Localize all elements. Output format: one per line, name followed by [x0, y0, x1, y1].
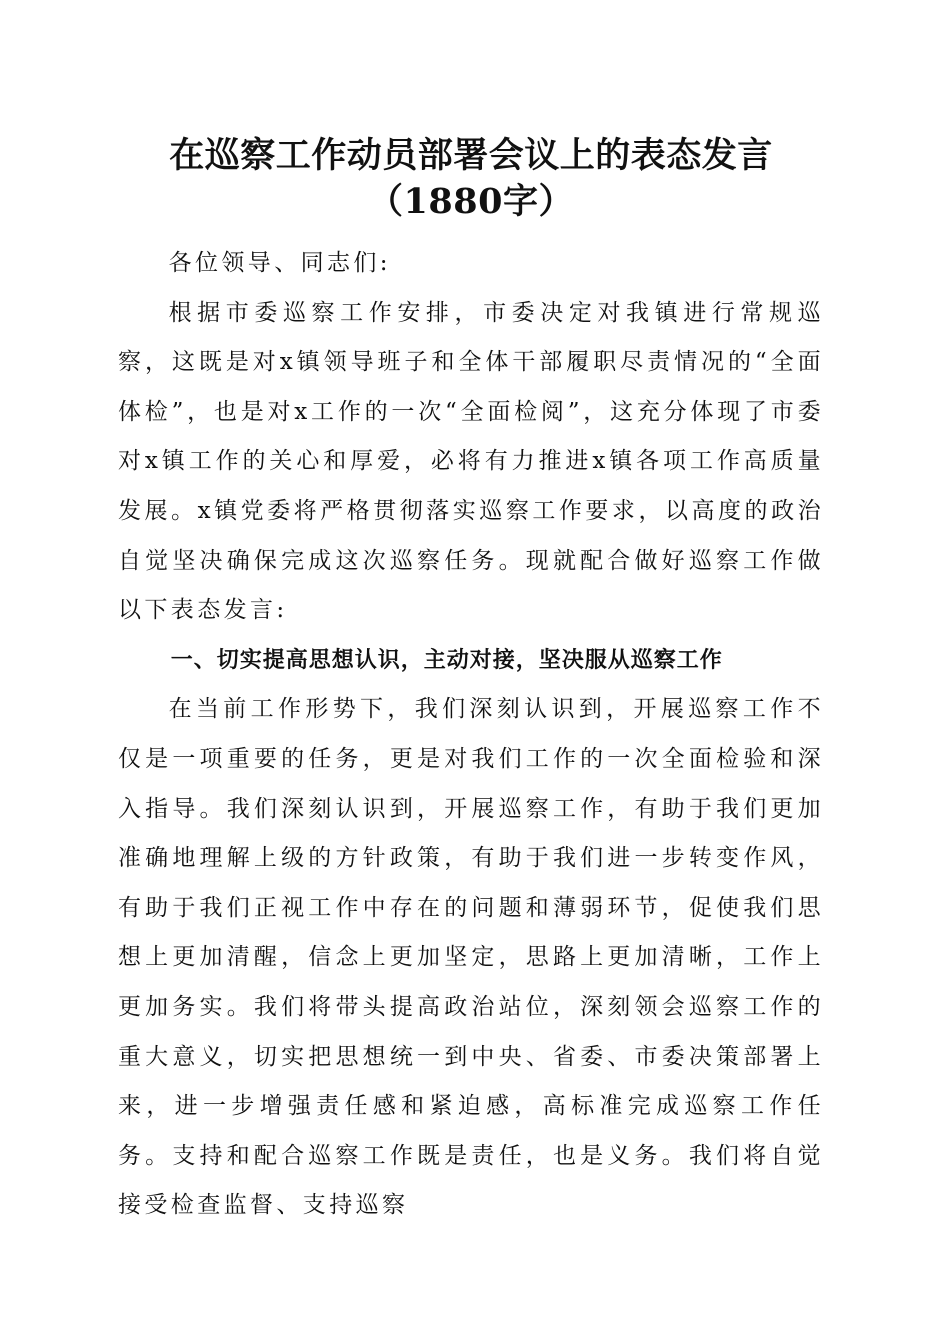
greeting: 各位领导、同志们: — [168, 250, 391, 276]
section-heading-1: 一、切实提高思想认识，主动对接，坚决服从巡察工作 — [170, 647, 723, 673]
document-page — [118, 133, 824, 1231]
document-title: 在巡察工作动员部署会议上的表态发言（1880字） — [169, 135, 773, 222]
intro-paragraph: 根据市委巡察工作安排，市委决定对我镇进行常规巡察，这既是对x镇领导班子和全体干部履职尽责情况的“全面体检”，也是对x工作的一次“全面检阅”，这充分体现了市委对x镇工作的关心和厚爱，必将有力推进x镇各项工作高质量发展。x镇党委将严格贯彻落实巡察工作要求，以高度的政治自觉坚决确保完成这次巡察任务。现就配合做好巡察工作做以下表态发言: — [118, 299, 824, 624]
section-paragraph-1: 在当前工作形势下，我们深刻认识到，开展巡察工作不仅是一项重要的任务，更是对我们工作的一次全面检验和深入指导。我们深刻认识到，开展巡察工作，有助于我们更加准确地理解上级的方针政策，有助于我们进一步转变作风，有助于我们正视工作中存在的问题和薄弱环节，促使我们思想上更加清醒，信念上更加坚定，思路上更加清晰，工作上更加务实。我们将带头提高政治站位，深刻领会巡察工作的重大意义，切实把思想统一到中央、省委、市委决策部署上来，进一步增强责任感和紧迫感，高标准完成巡察工作任务。支持和配合巡察工作既是责任，也是义务。我们将自觉接受检查监督、支持巡察 — [118, 696, 824, 1219]
